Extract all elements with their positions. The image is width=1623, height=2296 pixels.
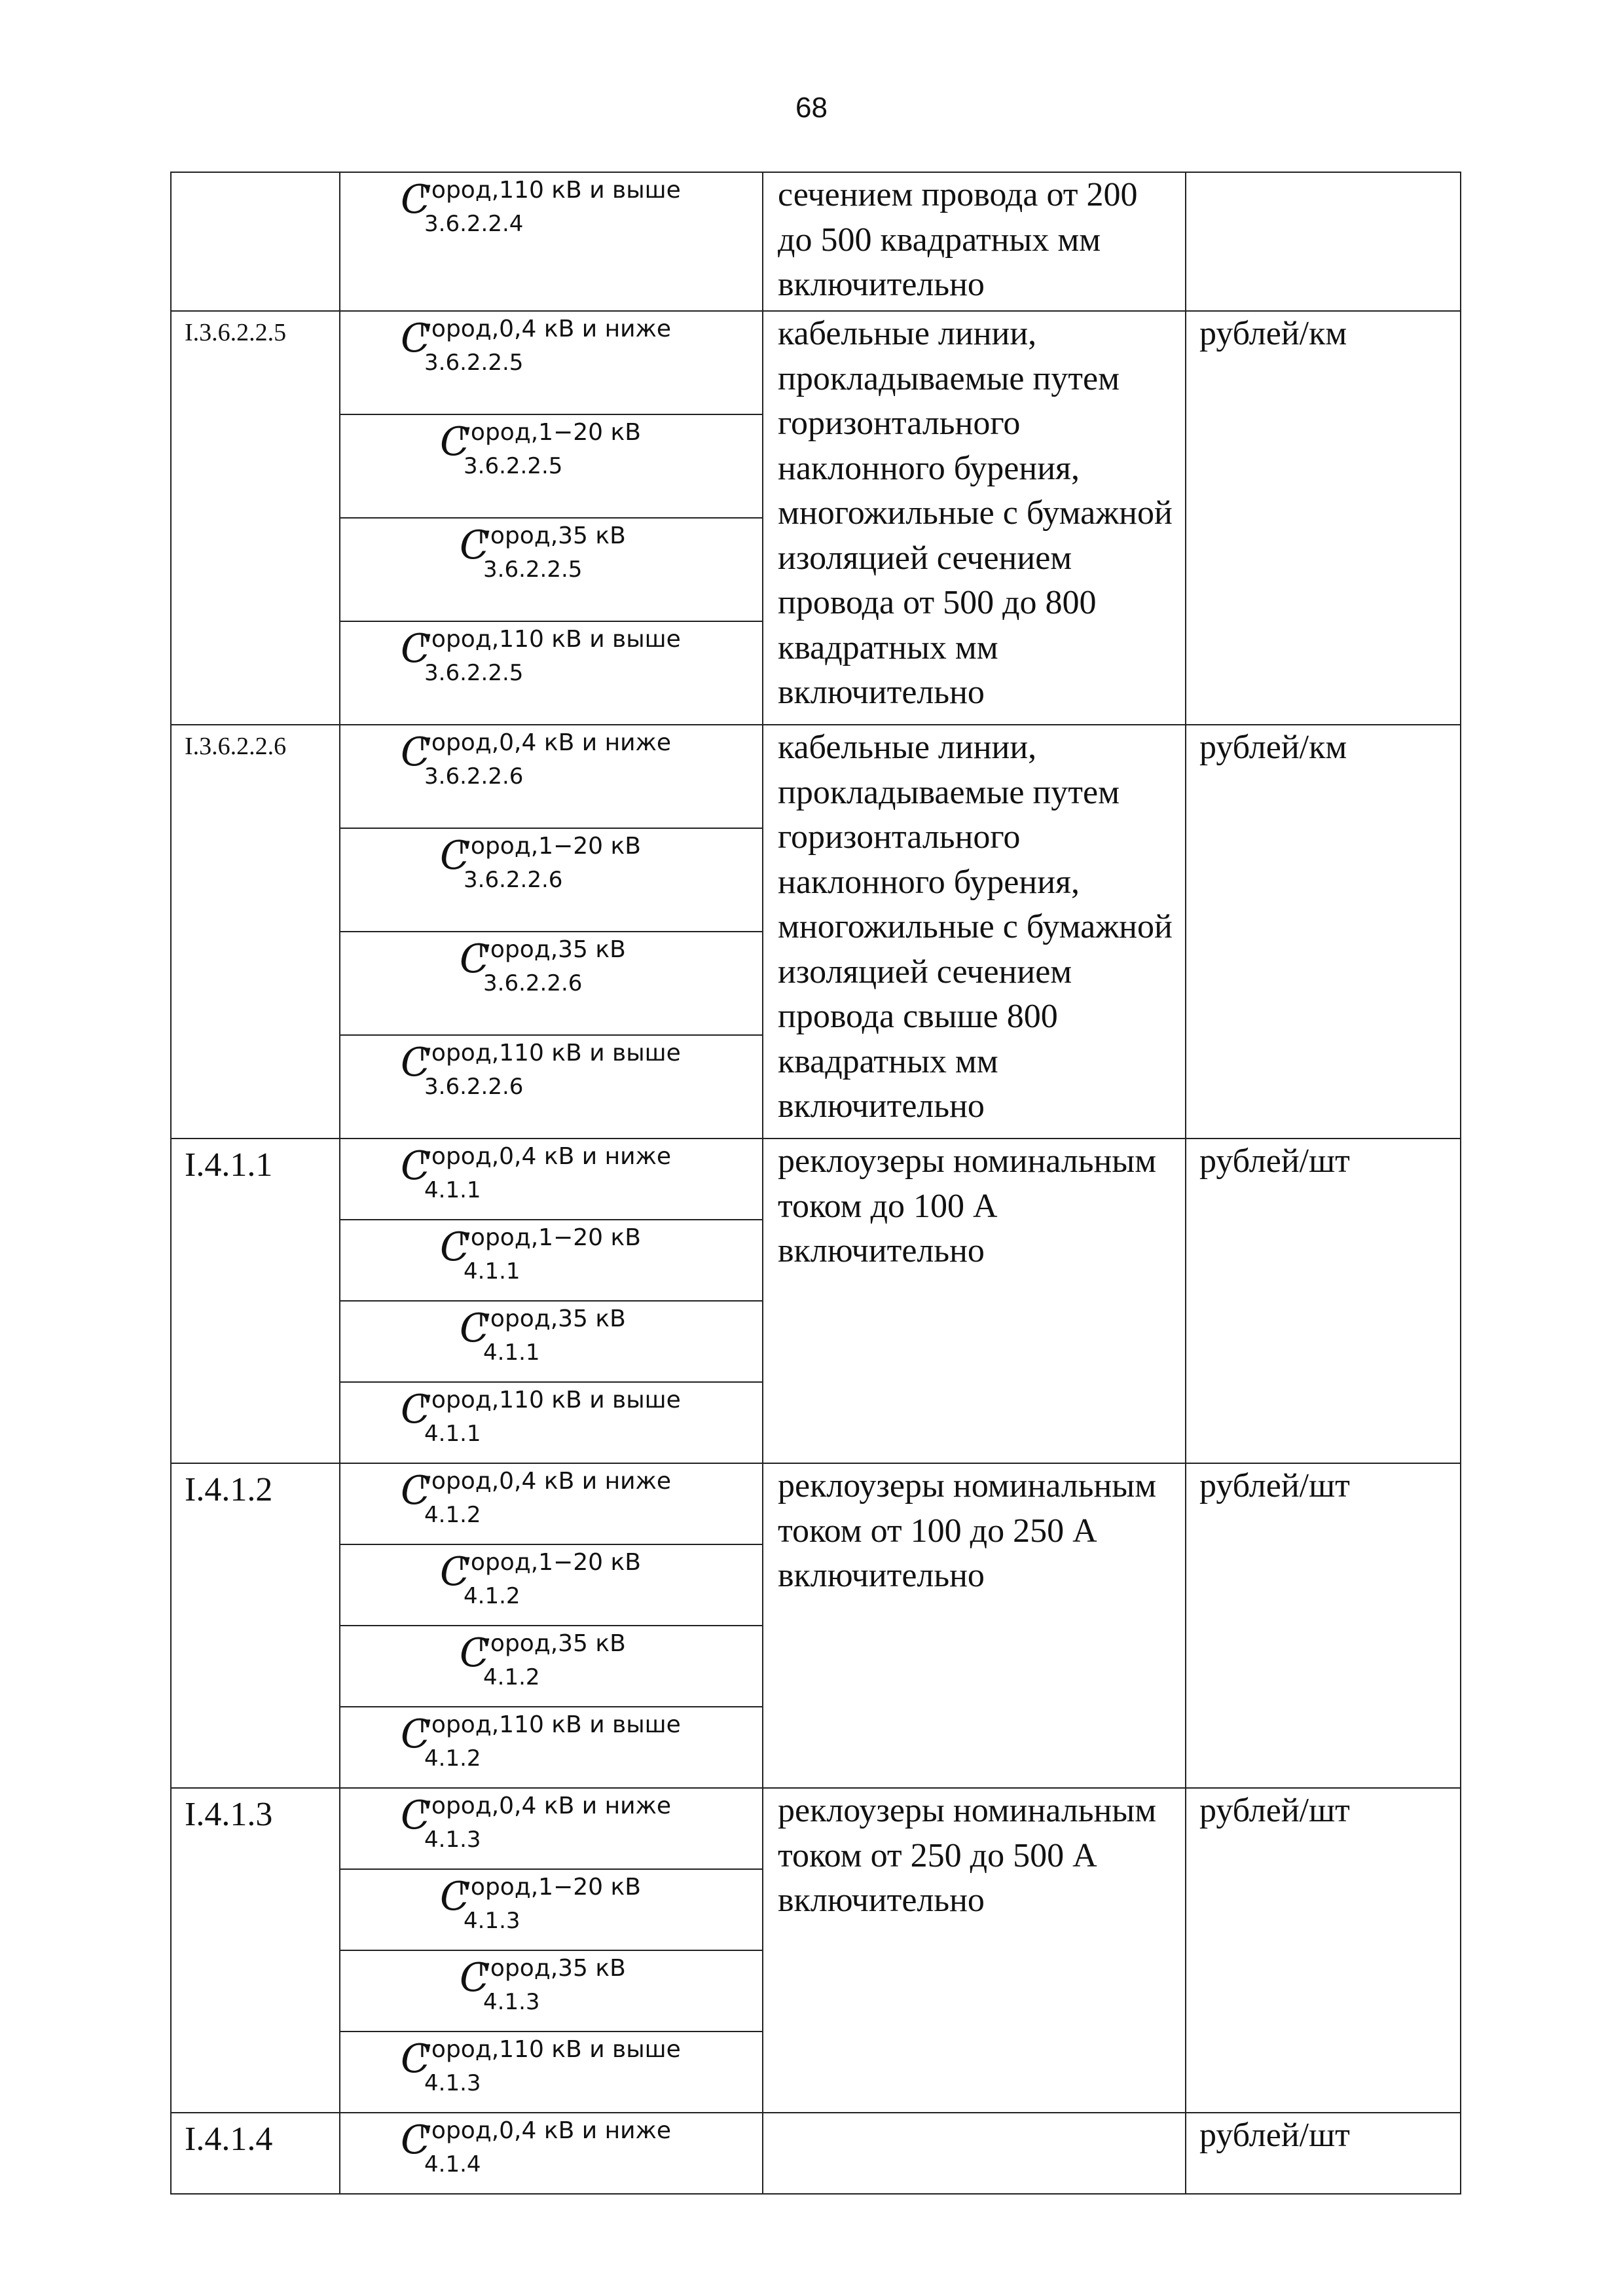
rate-symbol-subscript: 4.1.3 xyxy=(483,1989,540,2015)
rate-symbol-letter: C xyxy=(401,626,431,672)
row-code: I.4.1.1 xyxy=(171,1139,340,1463)
rate-symbol-letter: C xyxy=(401,1143,431,1189)
rate-symbol-superscript: город,35 кВ xyxy=(478,522,626,549)
table-row xyxy=(171,172,1461,311)
row-unit: рублей/км xyxy=(1186,311,1461,725)
row-code: I.4.1.2 xyxy=(171,1463,340,1788)
rate-symbol-cell xyxy=(340,172,763,311)
rate-symbol xyxy=(401,1468,672,1528)
rate-symbol-superscript: город,0,4 кВ и ниже xyxy=(419,1143,672,1170)
rate-symbol-letter: C xyxy=(440,419,470,465)
rate-symbol-superscript: город,110 кВ и выше xyxy=(419,1387,681,1413)
rate-symbol-letter: C xyxy=(401,1793,431,1838)
table-row xyxy=(171,311,1461,414)
rate-symbol-cell xyxy=(340,1950,763,2032)
row-unit: рублей/км xyxy=(1186,725,1461,1139)
rate-symbol xyxy=(401,626,681,686)
rate-symbol-subscript: 3.6.2.2.5 xyxy=(464,453,563,479)
rate-symbol-letter: C xyxy=(401,2036,431,2082)
rate-symbol-superscript: город,1−20 кВ xyxy=(458,1874,641,1901)
row-unit: рублей/шт xyxy=(1186,1463,1461,1788)
rate-symbol-superscript: город,35 кВ xyxy=(478,1305,626,1332)
rate-symbol-cell xyxy=(340,518,763,621)
rate-symbol-letter: C xyxy=(401,729,431,775)
row-unit: рублей/шт xyxy=(1186,1788,1461,2113)
rate-symbol-cell xyxy=(340,1463,763,1544)
rate-symbol-cell xyxy=(340,2032,763,2113)
rate-symbol xyxy=(401,2117,672,2178)
rate-symbol-superscript: город,1−20 кВ xyxy=(458,1549,641,1576)
rate-symbol-superscript: город,0,4 кВ и ниже xyxy=(419,729,672,756)
rate-symbol-superscript: город,110 кВ и выше xyxy=(419,626,681,653)
rate-symbol-subscript: 3.6.2.2.4 xyxy=(424,211,524,237)
rate-symbol-superscript: город,0,4 кВ и ниже xyxy=(419,2117,672,2144)
rate-symbol xyxy=(401,316,672,376)
rate-symbol-cell xyxy=(340,621,763,725)
rate-symbol-cell xyxy=(340,1035,763,1139)
rate-symbol-letter: C xyxy=(460,522,490,568)
rate-symbol-cell xyxy=(340,1626,763,1707)
row-unit: рублей/шт xyxy=(1186,1139,1461,1463)
rate-symbol-letter: C xyxy=(460,1955,490,2001)
rate-symbol-letter: C xyxy=(401,1711,431,1757)
row-code: I.4.1.3 xyxy=(171,1788,340,2113)
rate-symbol-letter: C xyxy=(460,1305,490,1351)
row-code xyxy=(171,172,340,311)
rate-symbol-cell xyxy=(340,1544,763,1626)
rate-symbol-superscript: город,35 кВ xyxy=(478,1955,626,1982)
rate-symbol xyxy=(440,1549,641,1609)
table-row xyxy=(171,2113,1461,2194)
rate-symbol-letter: C xyxy=(401,1040,431,1085)
rate-symbol-superscript: город,110 кВ и выше xyxy=(419,1040,681,1066)
row-description: кабельные линии, прокладываемые путем горизонтального наклонного бурения, многожильные с бумажной изоляцией сечением провода от 500 до 800 квадратных мм включительно xyxy=(763,311,1186,725)
rate-symbol xyxy=(460,1955,626,2015)
table-row xyxy=(171,1463,1461,1544)
rates-table-body xyxy=(171,172,1461,2194)
rate-symbol-cell xyxy=(340,2113,763,2194)
page-number: 68 xyxy=(795,92,828,124)
rate-symbol-subscript: 4.1.3 xyxy=(424,2070,481,2096)
rate-symbol-cell xyxy=(340,1139,763,1220)
rate-symbol-subscript: 3.6.2.2.6 xyxy=(483,970,583,996)
rate-symbol-cell xyxy=(340,1382,763,1463)
rate-symbol-letter: C xyxy=(440,833,470,879)
row-description: реклоузеры номинальным током от 100 до 250 А включительно xyxy=(763,1463,1186,1788)
rate-symbol-superscript: город,35 кВ xyxy=(478,936,626,963)
row-unit: рублей/шт xyxy=(1186,2113,1461,2194)
rate-symbol-letter: C xyxy=(401,1468,431,1514)
rate-symbol-subscript: 3.6.2.2.5 xyxy=(483,556,583,583)
row-code: I.3.6.2.2.6 xyxy=(171,725,340,1139)
rate-symbol xyxy=(440,1874,641,1934)
rate-symbol xyxy=(460,936,626,996)
rate-symbol-subscript: 4.1.2 xyxy=(464,1583,520,1609)
rate-symbol-cell xyxy=(340,1707,763,1788)
rate-symbol-cell xyxy=(340,725,763,828)
row-code: I.4.1.4 xyxy=(171,2113,340,2194)
table-row xyxy=(171,1139,1461,1220)
rate-symbol-subscript: 4.1.4 xyxy=(424,2151,481,2178)
row-description: реклоузеры номинальным током от 250 до 500 А включительно xyxy=(763,1788,1186,2113)
rate-symbol-letter: C xyxy=(401,2117,431,2163)
rate-symbol-superscript: город,1−20 кВ xyxy=(458,833,641,860)
rate-symbol xyxy=(460,1630,626,1690)
rate-symbol-superscript: город,110 кВ и выше xyxy=(419,2036,681,2063)
rate-symbol-subscript: 4.1.2 xyxy=(483,1664,540,1690)
rate-symbol xyxy=(460,522,626,583)
rate-symbol-subscript: 4.1.3 xyxy=(424,1827,481,1853)
rate-symbol xyxy=(401,1793,672,1853)
rate-symbol-letter: C xyxy=(440,1549,470,1595)
rate-symbol xyxy=(401,1143,672,1203)
rate-symbol-subscript: 3.6.2.2.6 xyxy=(424,763,524,790)
rate-symbol-subscript: 4.1.1 xyxy=(464,1258,520,1285)
rate-symbol-letter: C xyxy=(440,1224,470,1270)
rate-symbol-letter: C xyxy=(460,936,490,982)
rate-symbol-subscript: 4.1.3 xyxy=(464,1908,520,1934)
rate-symbol-superscript: город,0,4 кВ и ниже xyxy=(419,1468,672,1495)
table-row xyxy=(171,1788,1461,1869)
rate-symbol-letter: C xyxy=(401,316,431,361)
rate-symbol xyxy=(440,1224,641,1285)
rate-symbol-subscript: 4.1.1 xyxy=(424,1421,481,1447)
rate-symbol xyxy=(401,2036,681,2096)
rate-symbol-cell xyxy=(340,311,763,414)
rate-symbol-subscript: 3.6.2.2.6 xyxy=(424,1074,524,1100)
rate-symbol xyxy=(440,419,641,479)
rate-symbol xyxy=(401,1387,681,1447)
row-code: I.3.6.2.2.5 xyxy=(171,311,340,725)
rate-symbol-cell xyxy=(340,932,763,1035)
row-description xyxy=(763,2113,1186,2194)
table-row xyxy=(171,725,1461,828)
rate-symbol-subscript: 3.6.2.2.5 xyxy=(424,660,524,686)
rate-symbol xyxy=(401,729,672,790)
rate-symbol-superscript: город,35 кВ xyxy=(478,1630,626,1657)
rate-symbol-cell xyxy=(340,1220,763,1301)
rate-symbol-cell xyxy=(340,1869,763,1950)
rate-symbol-subscript: 4.1.2 xyxy=(424,1745,481,1772)
rate-symbol-subscript: 4.1.1 xyxy=(483,1339,540,1366)
rate-symbol-subscript: 3.6.2.2.6 xyxy=(464,867,563,893)
row-description: реклоузеры номинальным током до 100 А включительно xyxy=(763,1139,1186,1463)
rate-symbol-subscript: 4.1.2 xyxy=(424,1502,481,1528)
rate-symbol-superscript: город,110 кВ и выше xyxy=(419,1711,681,1738)
rate-symbol xyxy=(401,1711,681,1772)
rate-symbol-subscript: 4.1.1 xyxy=(424,1177,481,1203)
rate-symbol-letter: C xyxy=(440,1874,470,1920)
rates-table xyxy=(170,172,1461,2195)
rate-symbol-letter: C xyxy=(401,177,431,223)
rate-symbol-superscript: город,0,4 кВ и ниже xyxy=(419,1793,672,1819)
rate-symbol-cell xyxy=(340,1301,763,1382)
rate-symbol-cell xyxy=(340,1788,763,1869)
rate-symbol xyxy=(401,1040,681,1100)
rate-symbol-superscript: город,1−20 кВ xyxy=(458,1224,641,1251)
rate-symbol-superscript: город,1−20 кВ xyxy=(458,419,641,446)
rate-symbol-cell xyxy=(340,414,763,518)
rate-symbol xyxy=(460,1305,626,1366)
row-description: кабельные линии, прокладываемые путем горизонтального наклонного бурения, многожильные с бумажной изоляцией сечением провода свыше 800 квадратных мм включительно xyxy=(763,725,1186,1139)
rate-symbol-superscript: город,0,4 кВ и ниже xyxy=(419,316,672,342)
row-unit xyxy=(1186,172,1461,311)
rate-symbol-cell xyxy=(340,828,763,932)
rate-symbol-subscript: 3.6.2.2.5 xyxy=(424,350,524,376)
rate-symbol-letter: C xyxy=(460,1630,490,1676)
rate-symbol-superscript: город,110 кВ и выше xyxy=(419,177,681,204)
rate-symbol-letter: C xyxy=(401,1387,431,1432)
rate-symbol xyxy=(401,177,681,237)
rate-symbol xyxy=(440,833,641,893)
row-description: сечением провода от 200 до 500 квадратных мм включительно xyxy=(763,172,1186,311)
